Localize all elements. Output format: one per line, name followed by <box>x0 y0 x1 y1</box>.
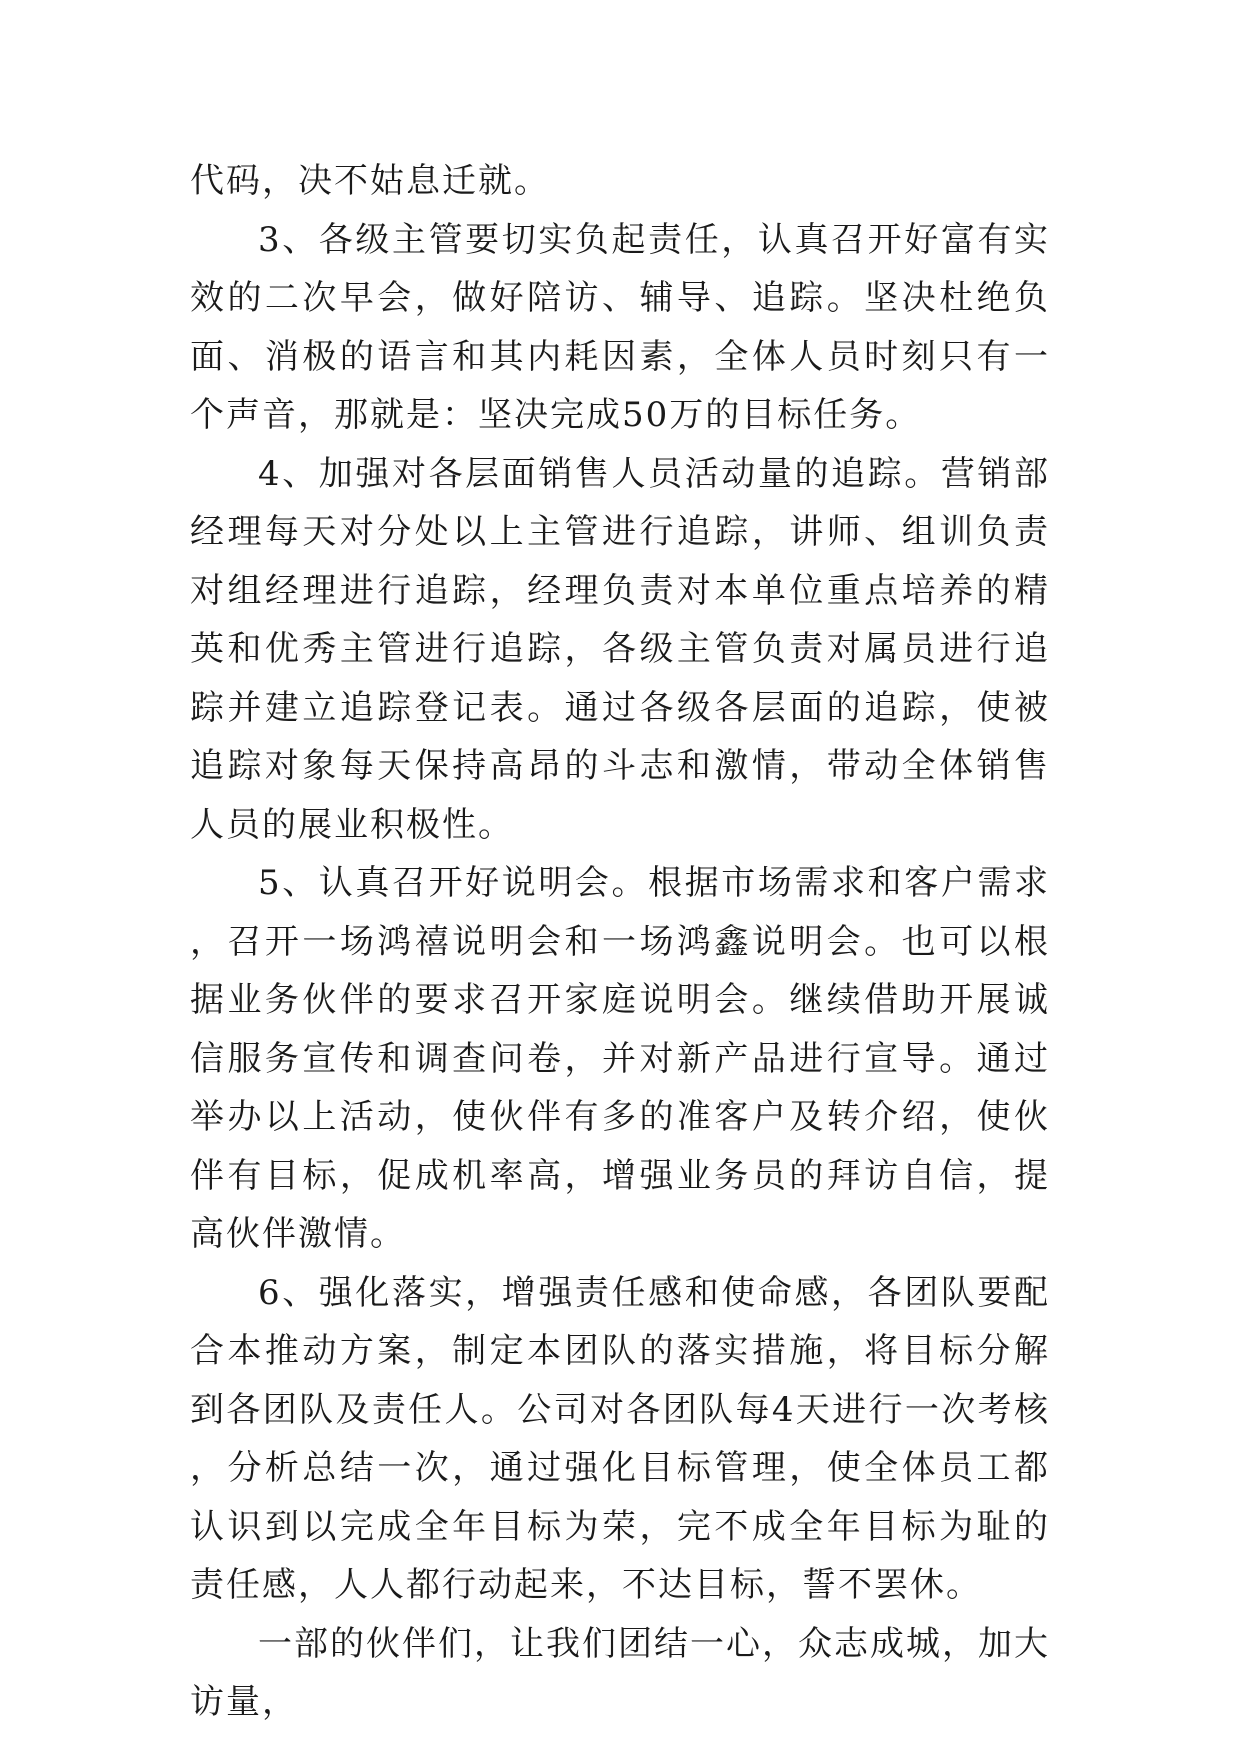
paragraph-item-6: 6、强化落实，增强责任感和使命感，各团队要配合本推动方案，制定本团队的落实措施，将目标分解到各团队及责任人。公司对各团队每4天进行一次考核，分析总结一次，通过强化目标管理，使全体员工都认识到以完成全年目标为荣，完不成全年目标为耻的责任感，人人都行动起来，不达目标，誓不罢休。 <box>190 1272 1050 1605</box>
paragraph-closing: 一部的伙伴们，让我们团结一心，众志成城，加大访量， <box>190 1623 1050 1722</box>
paragraph-item-4: 4、加强对各层面销售人员活动量的追踪。营销部经理每天对分处以上主管进行追踪，讲师、组训负责对组经理进行追踪，经理负责对本单位重点培养的精英和优秀主管进行追踪，各级主管负责对属员进行追踪并建立追踪登记表。通过各级各层面的追踪，使被追踪对象每天保持高昂的斗志和激情，带动全体销售人员的展业积极性。 <box>190 453 1050 845</box>
document-body <box>190 152 1050 1732</box>
paragraph-item-3: 3、各级主管要切实负起责任，认真召开好富有实效的二次早会，做好陪访、辅导、追踪。坚决杜绝负面、消极的语言和其内耗因素，全体人员时刻只有一个声音，那就是：坚决完成50万的目标任务。 <box>190 219 1050 435</box>
paragraph-continuation: 代码，决不姑息迁就。 <box>190 161 550 201</box>
paragraph-item-5: 5、认真召开好说明会。根据市场需求和客户需求，召开一场鸿禧说明会和一场鸿鑫说明会。也可以根据业务伙伴的要求召开家庭说明会。继续借助开展诚信服务宣传和调查问卷，并对新产品进行宣导。通过举办以上活动，使伙伴有多的准客户及转介绍，使伙伴有目标，促成机率高，增强业务员的拜访自信，提高伙伴激情。 <box>190 863 1050 1254</box>
